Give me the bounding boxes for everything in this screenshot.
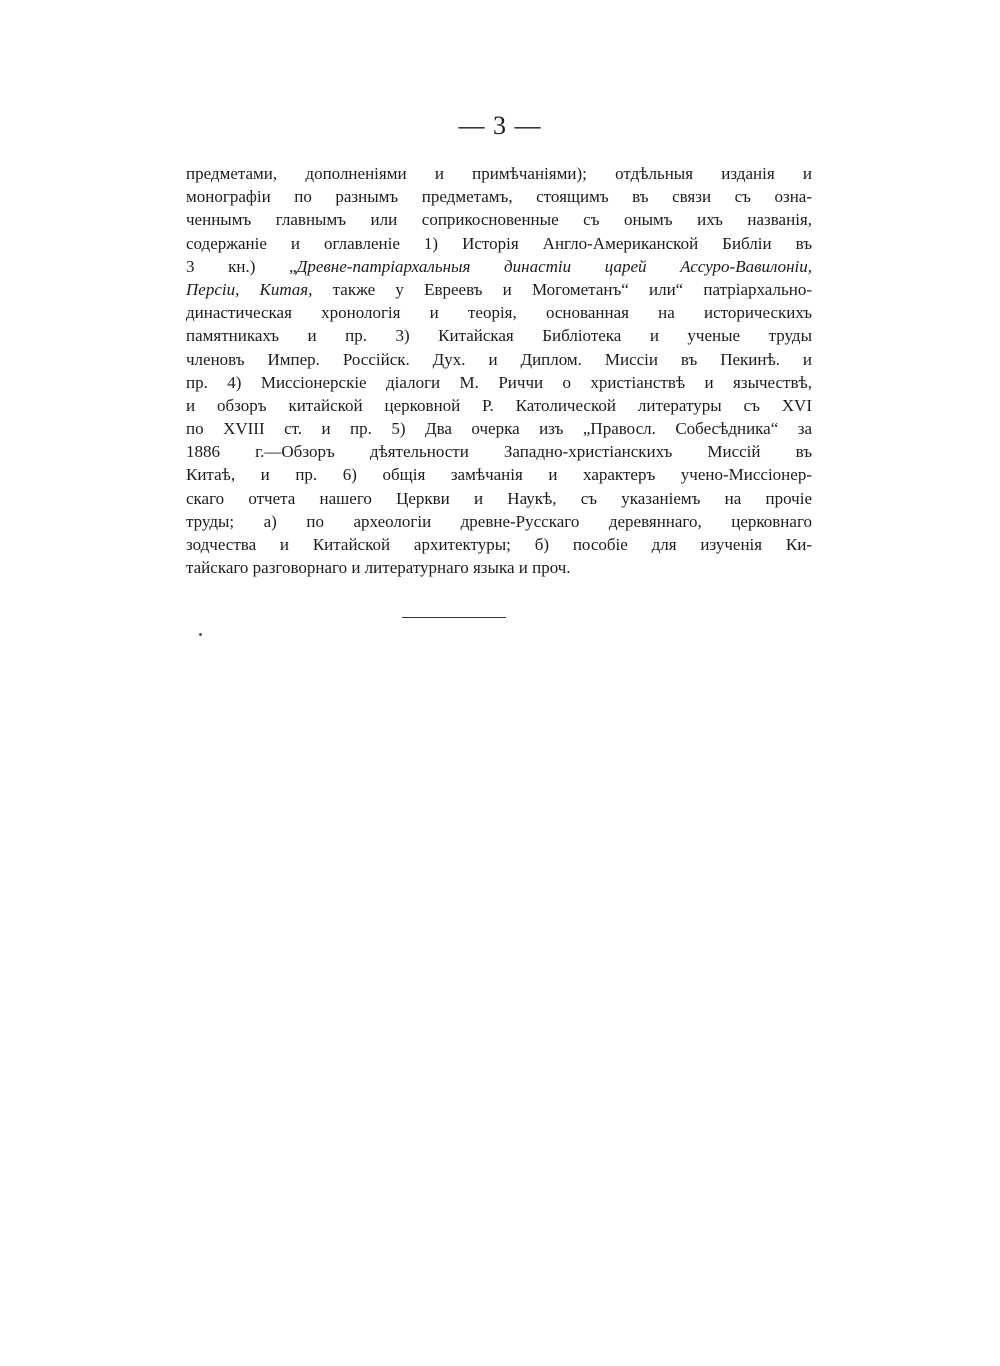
text-segment: 3 кн.) „ [186,256,297,276]
text-segment: династическая хронологія и теорія, основанная на историческихъ [186,303,812,323]
scan-speck [199,633,202,636]
text-segment: предметами, дополненіями и примѣчаніями); отдѣльныя изданія и [186,164,812,183]
text-segment: пр. 4) Миссіонерскіе діалоги М. Риччи о христіанствѣ и язычествѣ, [186,372,812,392]
text-segment: и обзоръ китайской церковной Р. Католической литературы съ XVI [186,395,812,415]
text-line [186,371,812,394]
text-line [186,324,812,347]
text-line [186,185,812,208]
text-line [186,255,812,278]
text-line [186,208,812,231]
text-segment: памятникахъ и пр. 3) Китайская Библіотека и ученые труды [186,326,812,346]
text-line [186,278,812,301]
text-line [186,301,812,324]
text-line [186,510,812,533]
text-line [186,162,812,185]
page-number: — 3 — [458,111,542,140]
italic-title-segment: Персіи, Китая, [186,279,313,299]
text-segment: зодчества и Китайской архитектуры; б) пособіе для изученія Ки- [186,535,812,554]
text-segment: ченнымъ главнымъ или соприкосновенные съ онымъ ихъ названія, [186,210,812,230]
text-segment: также у Евреевъ и Могометанъ“ или“ патріархально- [312,279,812,299]
text-line [186,394,812,417]
text-segment: 1886 г.—Обзоръ дѣятельности Западно-христіанскихъ Миссій въ [186,442,812,462]
text-segment: Китаѣ, и пр. 6) общія замѣчанія и характеръ учено-Миссіонер- [186,465,812,485]
text-segment: скаго отчета нашего Церкви и Наукѣ, съ указаніемъ на прочіе [186,488,812,508]
text-segment: членовъ Импер. Россійск. Дух. и Диплом. Миссіи въ Пекинѣ. и [186,349,812,369]
text-segment: содержаніе и оглавленіе 1) Исторія Англо-Американской Библіи въ [186,233,812,253]
text-segment: тайскаго разговорнаго и литературнаго языка и проч. [186,558,571,578]
text-line [186,556,812,579]
text-line [186,440,812,463]
text-line [186,417,812,440]
text-line [186,463,812,486]
separator-rule [402,617,506,618]
text-line [186,533,812,556]
text-segment: труды; а) по археологіи древне-Русскаго деревяннаго, церковнаго [186,511,812,531]
body-paragraph [186,162,812,579]
text-line [186,487,812,510]
text-segment: монографіи по разнымъ предметамъ, стоящимъ въ связи съ озна- [186,187,812,207]
text-line [186,348,812,371]
text-segment: по XVIII ст. и пр. 5) Два очерка изъ „Правосл. Собесѣдника“ за [186,419,812,439]
italic-title-segment: Древне-патріархальныя династіи царей Ассуро-Вавилоніи, [296,256,812,276]
text-line [186,232,812,255]
